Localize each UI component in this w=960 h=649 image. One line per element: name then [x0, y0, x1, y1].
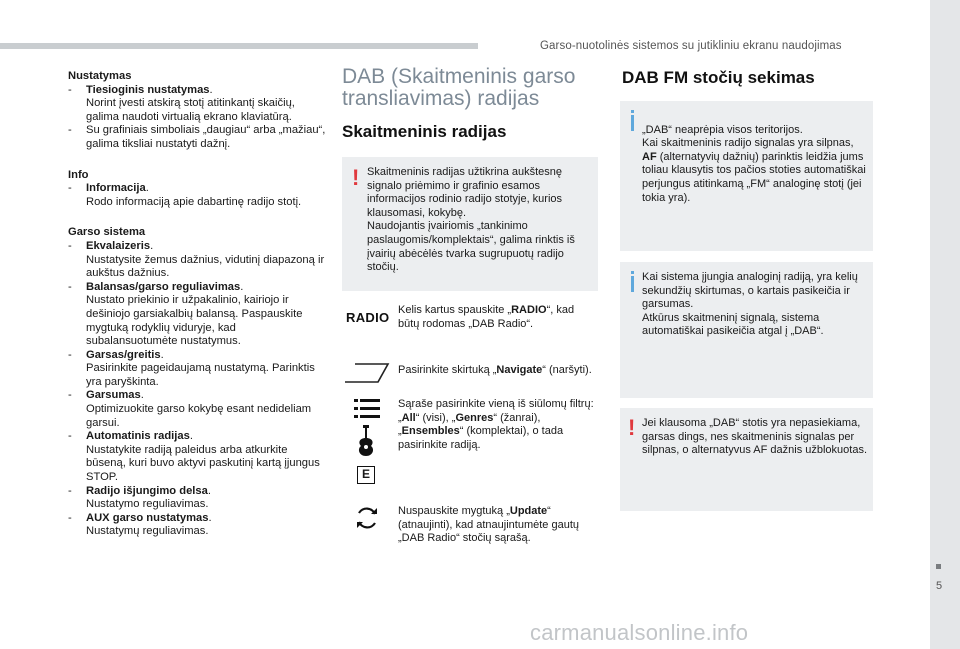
watermark: carmanualsonline.info [530, 620, 749, 645]
section-garso-sistema [68, 226, 328, 539]
list-item: - Garsas/greitis. Pasirinkite pageidaujamą nustatymą. Parinktis yra paryškinta. [68, 348, 315, 388]
section-heading: Nustatymas [68, 70, 132, 82]
radio-label-icon: RADIO [346, 310, 390, 325]
page-marker [936, 564, 941, 569]
list-item: - Balansas/garso reguliavimas. Nustato priekinio ir užpakalinio, kairiojo ir dešiniojo garsiakalbių balansą. Paspauskite mygtuką rodyklių viduryje, kad subalansuotumėte nustatymus. [68, 280, 303, 348]
dab-title: DAB (Skaitmeninis garso transliavimas) radijas [342, 65, 576, 110]
info-box-1 [620, 101, 873, 251]
section-heading: Info [68, 168, 89, 181]
list-item: - Tiesioginis nustatymas. Norint įvesti atskirą stotį atitinkantį skaičių, galima naudoti virtualią ekrano klaviatūrą. [68, 83, 295, 123]
ensemble-icon: E [357, 466, 375, 484]
warning-text: Skaitmeninis radijas užtikrina aukštesnę signalo priėmimo ir grafinio esamos informacijos rodinio radijo stotyje, kurios klausomasi, kokybę. Naudojantis įvairiomis „tankinimo paslaugomis/komplektais“, galima rinktis iš įvairių abėcėlės tvarka sugrupuotų radijo stočių. [367, 166, 575, 274]
info-text-1: „DAB“ neaprėpia visos teritorijos. Kai skaitmeninis radijo signalas yra silpnas, AF (alternatyvių dažnių) parinktis leidžia jums toliau klausytis tos pačios stoties automatiškai perjungus atitinkamą „FM“ analoginę stotį (jei tokia yra). [642, 123, 866, 204]
list-item: - Automatinis radijas. Nustatykite radiją paleidus arba atkurkite būseną, kuri buvo aktyvi paskutinį kartą įjungus STOP. [68, 430, 320, 484]
warning-text-2: Jei klausoma „DAB“ stotis yra nepasiekiama, garsas dings, nes skaitmeninis signalas per silpnas, o alternatyvus AF dažnis užblokuotas. [642, 417, 868, 457]
list-item: - Su grafiniais simboliais „daugiau“ arba „mažiau“, galima tiksliai nustatyti dažnį. [68, 124, 326, 150]
section-nustatymas [68, 70, 328, 152]
warning-box-digital [342, 157, 598, 291]
step-radio-text: Kelis kartus spauskite „RADIO“, kad būtų rodomas „DAB Radio“. [398, 304, 575, 330]
info-icon [631, 115, 634, 131]
update-icon [354, 505, 380, 531]
side-strip [930, 0, 960, 649]
warning-icon: ! [628, 415, 636, 440]
navigate-tab-icon [344, 362, 390, 384]
guitar-icon [356, 425, 376, 457]
list-item: - Ekvalaizeris. Nustatysite žemus dažnius, vidutinį diapazoną ir aukštus dažnius. [68, 239, 325, 280]
section-info [68, 169, 328, 210]
info-box-2 [620, 262, 873, 398]
chapter-title: Garso-nuotolinės sistemos su jutikliniu ekranu naudojimas [540, 40, 842, 52]
warning-box-unavailable [620, 408, 873, 511]
list-item: - AUX garso nustatymas. Nustatymų reguliavimas. [68, 511, 212, 538]
step-navigate-text: Pasirinkite skirtuką „Navigate“ (naršyti). [398, 364, 592, 376]
dab-fm-title: DAB FM stočių sekimas [622, 68, 815, 87]
step-update-text: Nuspauskite mygtuką „Update“ (atnaujinti), kad atnaujintumėte gautų „DAB Radio“ stočių sąrašą. [398, 505, 580, 545]
step-filter-text: Sąraše pasirinkite vieną iš siūlomų filtrų: „All“ (visi), „Genres“ (žanrai), „Ensembles“ (komplektai), o tada pasirinkite radiją. [398, 398, 594, 451]
info-icon [631, 276, 634, 292]
info-text-2: Kai sistema įjungia analoginį radiją, yra kelių sekundžių skirtumas, o kartais pasikeičia ir garsumas. Atkūrus skaitmeninį signalą, sistema automatiškai pasikeičia atgal į „DAB“. [642, 271, 858, 338]
list-item: - Garsumas. Optimizuokite garso kokybę esant nedideliam garsui. [68, 389, 312, 429]
page-number: 5 [935, 580, 943, 592]
section-heading: Garso sistema [68, 226, 146, 239]
list-item: - Informacija. Rodo informaciją apie dabartinę radijo stotį. [68, 182, 302, 208]
list-icon [354, 398, 380, 420]
digital-radio-subtitle: Skaitmeninis radijas [342, 122, 507, 141]
header-bar [0, 43, 478, 49]
left-column [68, 70, 328, 556]
list-item: - Radijo išjungimo delsa. Nustatymo reguliavimas. [68, 484, 211, 511]
warning-icon: ! [352, 165, 360, 190]
